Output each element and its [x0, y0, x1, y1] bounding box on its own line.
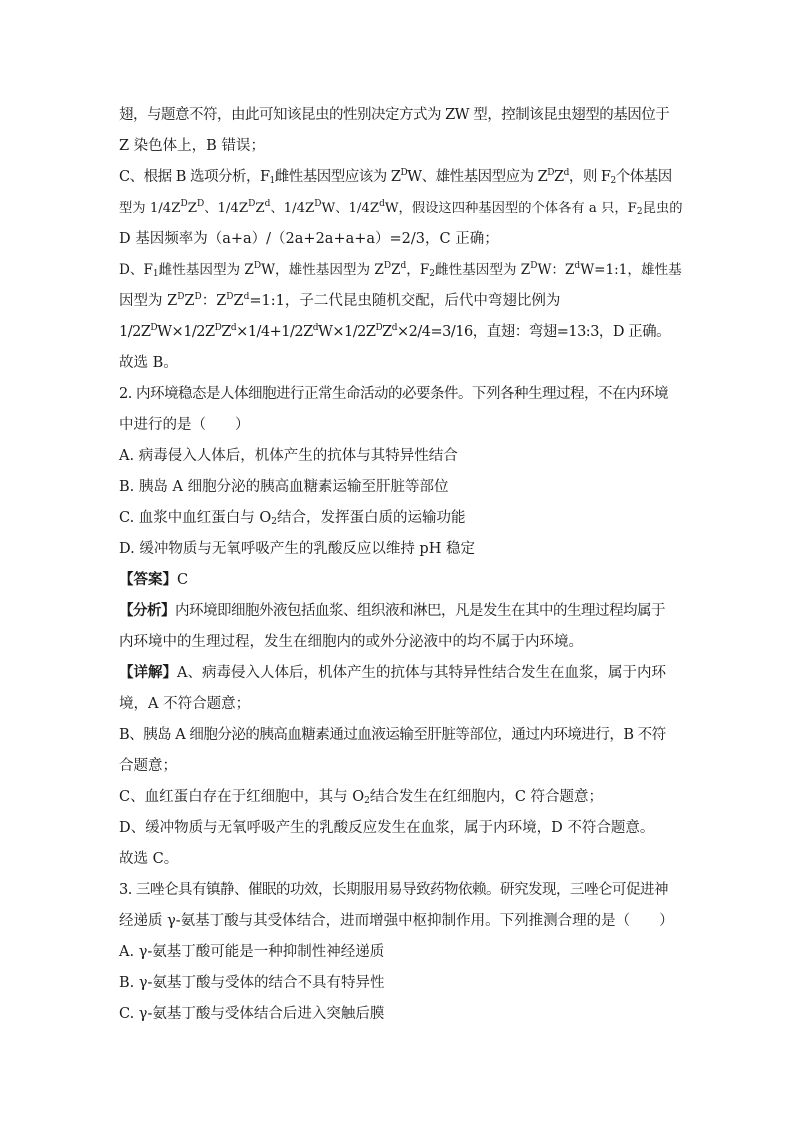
text-line: D. 缓冲物质与无氧呼吸产生的乳酸反应以维持 pH 稳定 [119, 541, 475, 557]
text-line: Z 染色体上，B 错误； [119, 138, 265, 154]
text-line: C、根据 B 选项分析，$F_1$雌性基因型应该为 $Z^DW$、雄性基因型应为 $Z^DZ^d$，则 $F_2$个体基因 [119, 168, 672, 186]
text-line: A. γ-氨基丁酸可能是一种抑制性神经递质 [119, 944, 385, 960]
text-line: C. γ-氨基丁酸与受体结合后进入突触后膜 [119, 1006, 385, 1022]
text-line: 经递质 γ-氨基丁酸与其受体结合，进而增强中枢抑制作用。下列推测合理的是（ ） [119, 913, 674, 929]
text-line: 因型为 $Z^DZ^D$：$Z^DZ^d=1:1$，子二代昆虫随机交配，后代中弯翅比例为 [119, 292, 561, 309]
text-line: B、胰岛 A 细胞分泌的胰高血糖素通过血液运输至肝脏等部位，通过内环境进行，B 不符 [119, 727, 666, 743]
text-line: 2. 内环境稳态是人体细胞进行正常生命活动的必要条件。下列各种生理过程，不在内环境 [119, 386, 668, 402]
text-line: 【详解】A、病毒侵入人体后，机体产生的抗体与其特异性结合发生在血浆，属于内环 [119, 665, 666, 681]
text-line: B. 胰岛 A 细胞分泌的胰高血糖素运输至肝脏等部位 [119, 479, 449, 495]
document-body [119, 100, 683, 1030]
text-line: D 基因频率为（a+a）/（2a+2a+a+a）=2/3，C 正确； [119, 231, 499, 247]
text-line: 【分析】内环境即细胞外液包括血浆、组织液和淋巴，凡是发生在其中的生理过程均属于 [119, 603, 665, 619]
text-line: D、$F_1$雌性基因型为 $Z^DW$，雄性基因型为 $Z^DZ^d$，$F_2$雌性基因型为 $Z^DW$：$Z^dW=1:1$，雄性基 [119, 261, 682, 279]
text-line: C. 血浆中血红蛋白与 $O_2$结合，发挥蛋白质的运输功能 [119, 510, 466, 527]
text-line: 【答案】C [119, 572, 189, 588]
text-line: 翅，与题意不符，由此可知该昆虫的性别决定方式为 ZW 型，控制该昆虫翅型的基因位于 [119, 107, 670, 123]
text-line: 型为 $1/4Z^DZ^D$、$1/4Z^DZ^d$、$1/4Z^DW$、$1/4Z^dW$，假设这四种基因型的个体各有 a 只，$F_2$昆虫的 [119, 199, 683, 217]
text-line: 中进行的是（ ） [119, 417, 250, 433]
text-line: 3. 三唑仑具有镇静、催眠的功效，长期服用易导致药物依赖。研究发现，三唑仑可促进神 [119, 882, 668, 898]
text-line: B. γ-氨基丁酸与受体的结合不具有特异性 [119, 975, 385, 991]
text-line: C、血红蛋白存在于红细胞中，其与 $O_2$结合发生在红细胞内，C 符合题意； [119, 789, 604, 806]
text-line: 故选 C。 [119, 851, 179, 867]
text-line: 合题意； [119, 758, 177, 774]
text-line: 内环境中的生理过程，发生在细胞内的或外分泌液中的均不属于内环境。 [119, 634, 583, 650]
text-line: $1/2Z^DW\times 1/2Z^DZ^d\times 1/4+1/2Z^dW\times 1/2Z^DZ^d\times 2/4=3/16$，直翅：弯翅=13:3，D 正确。 [119, 323, 671, 340]
text-line: A. 病毒侵入人体后，机体产生的抗体与其特异性结合 [119, 448, 458, 464]
text-line: D、缓冲物质与无氧呼吸产生的乳酸反应发生在血浆，属于内环境，D 不符合题意。 [119, 820, 655, 836]
text-line: 境，A 不符合题意； [119, 696, 251, 712]
text-line: 故选 B。 [119, 355, 178, 371]
